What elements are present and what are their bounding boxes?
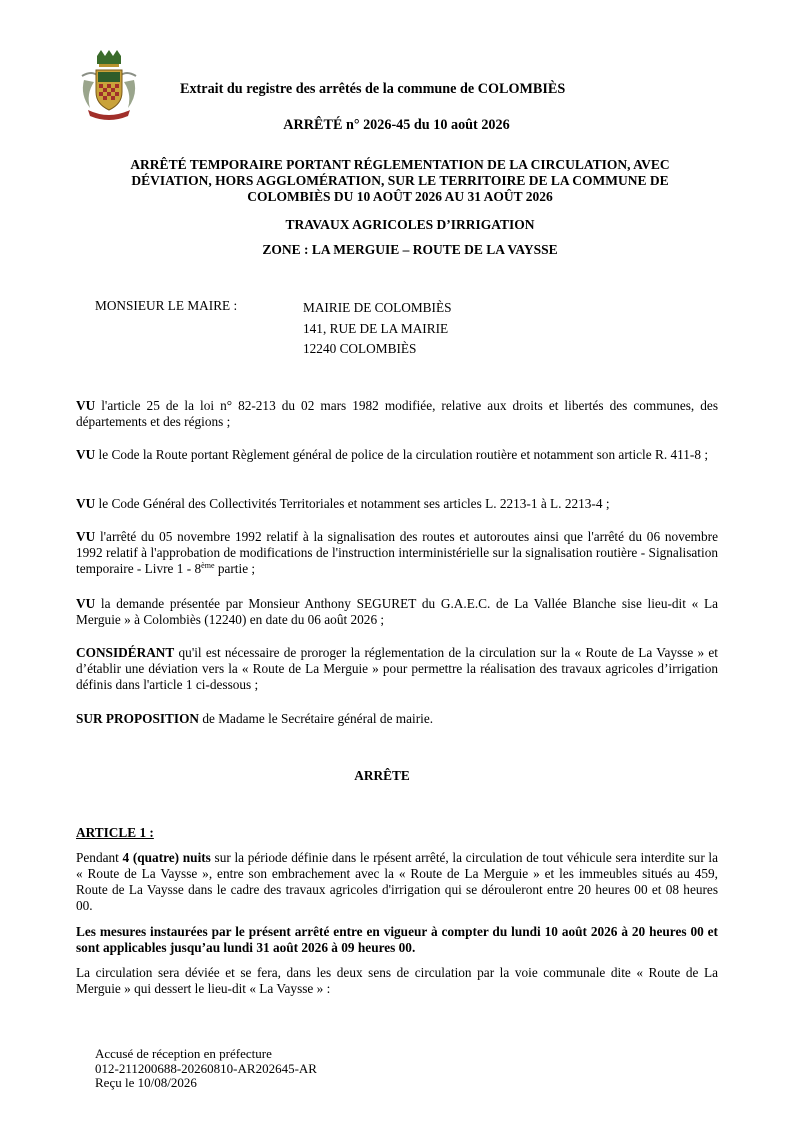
article-1-title: ARTICLE 1 : — [76, 825, 154, 840]
arrete-heading: ARRÊTE — [354, 768, 410, 783]
footer-line: Accusé de réception en préfecture — [95, 1046, 272, 1061]
considerant-paragraph — [76, 645, 718, 693]
vu-lead: VU — [76, 447, 96, 462]
vu-text: le Code la Route portant Règlement général de police de la circulation routière et notamment son article R. 411-8 ; — [95, 447, 709, 462]
title-line: ARRÊTÉ TEMPORAIRE PORTANT RÉGLEMENTATION DE LA CIRCULATION, AVEC — [130, 157, 670, 172]
address-line: MAIRIE DE COLOMBIÈS — [303, 300, 452, 315]
vu-lead: VU — [76, 596, 96, 611]
vu-text: l'arrêté du 05 novembre 1992 relatif à la signalisation des routes et autoroutes ainsi que l'arrêté du 06 novembre 1992 relatif à l'approbation de modifications de l'instruction interministérielle sur la signalisation routière - Signalisation temporaire - Livre 1 - 8 — [76, 529, 718, 576]
superscript-eme: ème — [201, 561, 215, 570]
vu-text: la demande présentée par Monsieur Anthony SEGURET du G.A.E.C. de La Vallée Blanche sise lieu-dit « La Merguie » à Colombiès (12240) en date du 06 août 2026 ; — [76, 596, 718, 627]
arrete-main-title — [90, 157, 710, 205]
article-1-paragraph-3: La circulation sera déviée et se fera, dans les deux sens de circulation par la voie communale dite « Route de La Merguie » qui dessert le lieu-dit « La Vaysse » : — [76, 965, 718, 996]
vu-text: l'article 25 de la loi n° 82-213 du 02 mars 1982 modifiée, relative aux droits et libertés des communes, des départements et des régions ; — [76, 398, 718, 429]
article-text: sur la période définie dans le rpésent arrêté, la circulation de tout véhicule sera interdite sur la « Route de La Vaysse », entre son embrachement avec la « Route de La Merguie » et les immeubles situés au 459, Route de La Vaysse dans le cadre des travaux agricoles d'irrigation qui se dérouleront entre 20 heures 00 et 08 heures 00. — [76, 850, 719, 913]
article-text: Pendant — [76, 850, 123, 865]
article-bold-duration: 4 (quatre) nuits — [122, 850, 211, 865]
arrete-number: ARRÊTÉ n° 2026-45 du 10 août 2026 — [283, 117, 510, 133]
vu-paragraph-code-route — [76, 447, 718, 463]
vu-paragraph-loi — [76, 398, 718, 430]
address-line: 12240 COLOMBIÈS — [303, 341, 417, 356]
vu-text: partie ; — [214, 561, 256, 576]
proposition-lead: SUR PROPOSITION — [76, 711, 200, 726]
authority-address — [303, 298, 451, 360]
address-line: 141, RUE DE LA MAIRIE — [303, 320, 449, 336]
vu-lead: VU — [76, 398, 96, 413]
municipal-crest-logo — [78, 50, 140, 122]
authority-label: MONSIEUR LE MAIRE : — [95, 298, 238, 313]
article-1-paragraph-2: Les mesures instaurées par le présent arrêté entre en vigueur à compter du lundi 10 août 2026 à 20 heures 00 et sont applicables jusqu’au lundi 31 août 2026 à 09 heures 00. — [76, 924, 718, 955]
prefecture-receipt-footer — [95, 1047, 317, 1091]
vu-paragraph-cgct — [76, 496, 718, 512]
proposition-paragraph — [76, 711, 718, 727]
proposition-text: de Madame le Secrétaire général de mairie. — [199, 711, 434, 726]
subtitle-works: TRAVAUX AGRICOLES D’IRRIGATION — [285, 217, 535, 232]
vu-lead: VU — [76, 496, 96, 511]
footer-line: 012-211200688-20260810-AR202645-AR — [95, 1060, 317, 1076]
subtitle-zone: ZONE : LA MERGUIE – ROUTE DE LA VAYSSE — [262, 242, 558, 257]
title-line: DÉVIATION, HORS AGGLOMÉRATION, SUR LE TERRITOIRE DE LA COMMUNE DE — [131, 173, 669, 188]
article-1-paragraph-1 — [76, 850, 718, 914]
vu-paragraph-demande — [76, 596, 718, 628]
footer-line: Reçu le 10/08/2026 — [95, 1075, 197, 1090]
considerant-text: qu'il est nécessaire de proroger la réglementation de la circulation sur la « Route de La Vaysse » et d’établir une déviation vers la « Route de La Merguie » pour permettre la réalisation des travaux agricoles d’irrigation définis dans l'article 1 ci-dessous ; — [76, 645, 718, 692]
vu-lead: VU — [76, 529, 96, 544]
vu-paragraph-signalisation — [76, 529, 718, 577]
vu-text: le Code Général des Collectivités Territoriales et notamment ses articles L. 2213-1 à L. 2213-4 ; — [95, 496, 610, 511]
title-line: COLOMBIÈS DU 10 AOÛT 2026 AU 31 AOÛT 2026 — [247, 189, 553, 204]
registry-header-title: Extrait du registre des arrêtés de la commune de COLOMBIÈS — [180, 81, 566, 97]
considerant-lead: CONSIDÉRANT — [76, 645, 175, 660]
